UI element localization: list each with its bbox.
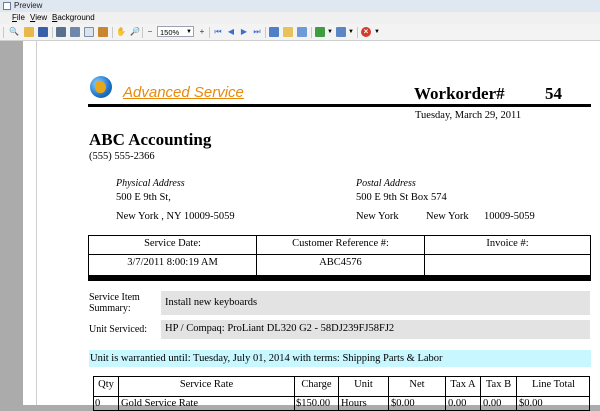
- toolbar-separator: [52, 27, 53, 38]
- window-title: Preview: [14, 1, 43, 10]
- print-icon[interactable]: [56, 27, 66, 37]
- prev-page-icon[interactable]: ◀: [227, 27, 235, 36]
- row-charge: $150.00: [296, 398, 331, 409]
- export-icon[interactable]: [315, 27, 325, 37]
- col-total-header: Line Total: [531, 379, 576, 390]
- warranty-text: Unit is warrantied until: Tuesday, July 01, 2014 with terms: Shipping Parts & Labor: [90, 353, 443, 364]
- last-page-icon[interactable]: ⏭: [253, 27, 261, 36]
- row-total: $0.00: [519, 398, 543, 409]
- physical-address-line2: New York , NY 10009-5059: [116, 211, 235, 222]
- row-net: $0.00: [391, 398, 415, 409]
- section-rule: [88, 276, 591, 281]
- zoom-out-icon[interactable]: −: [147, 27, 153, 36]
- toolbar-separator: [357, 27, 358, 38]
- postal-address-label: Postal Address: [356, 178, 416, 189]
- row-taxa: 0.00: [448, 398, 467, 409]
- customer-reference-header: Customer Reference #:: [292, 238, 389, 249]
- col-charge-header: Charge: [301, 379, 332, 390]
- menu-bar: [0, 12, 600, 24]
- company-phone: (555) 555-2366: [89, 151, 155, 162]
- invoice-header: Invoice #:: [486, 238, 529, 249]
- chevron-down-icon[interactable]: ▼: [327, 29, 333, 35]
- header-rule: [88, 104, 591, 107]
- company-name: ABC Accounting: [89, 130, 212, 149]
- summary-label-line2: Summary:: [89, 303, 131, 314]
- summary-value: Install new keyboards: [165, 297, 258, 308]
- hand-tool-icon[interactable]: ✋: [116, 27, 126, 36]
- toolbar-grip: [3, 27, 4, 38]
- send-email-icon[interactable]: [336, 27, 346, 37]
- col-unit-header: Unit: [354, 379, 373, 390]
- physical-address-label: Physical Address: [116, 178, 185, 189]
- workorder-label: Workorder#: [414, 84, 505, 103]
- col-taxa-header: Tax A: [450, 379, 476, 390]
- postal-address-line1: 500 E 9th St Box 574: [356, 192, 447, 203]
- magnifier-icon[interactable]: 🔎: [130, 27, 140, 36]
- menu-file[interactable]: File: [12, 13, 25, 22]
- page-margin-line: [36, 41, 37, 405]
- chevron-down-icon[interactable]: ▼: [348, 29, 354, 35]
- table-divider: [88, 254, 591, 255]
- app-icon: [3, 2, 11, 10]
- logo-text: Advanced Service: [123, 84, 244, 101]
- row-qty: 0: [95, 398, 101, 409]
- unit-serviced-label: Unit Serviced:: [89, 324, 148, 335]
- first-page-icon[interactable]: ⏮: [214, 27, 222, 36]
- print-setup-icon[interactable]: [70, 27, 80, 37]
- row-rate: Gold Service Rate: [121, 398, 198, 409]
- open-icon[interactable]: [24, 27, 34, 37]
- globe-logo-icon: [90, 76, 112, 98]
- col-rate-header: Service Rate: [179, 379, 234, 390]
- col-qty-header: Qty: [98, 379, 114, 390]
- summary-label-line1: Service Item: [89, 292, 140, 303]
- toolbar-separator: [142, 27, 143, 38]
- watermark-icon[interactable]: [297, 27, 307, 37]
- chevron-down-icon: ▼: [186, 29, 192, 35]
- color-icon[interactable]: [283, 27, 293, 37]
- toolbar-separator: [311, 27, 312, 38]
- col-net-header: Net: [409, 379, 425, 390]
- unit-serviced-value: HP / Compaq: ProLiant DL320 G2 - 58DJ239FJ58FJ2: [165, 323, 395, 334]
- col-taxb-header: Tax B: [485, 379, 512, 390]
- service-date-header: Service Date:: [144, 238, 201, 249]
- postal-address-state: New York: [426, 211, 469, 222]
- save-icon[interactable]: [38, 27, 48, 37]
- page-setup-icon[interactable]: [84, 27, 94, 37]
- customer-reference-value: ABC4576: [319, 257, 362, 268]
- close-preview-icon[interactable]: ×: [361, 27, 371, 37]
- postal-address-city: New York: [356, 211, 399, 222]
- row-taxb: 0.00: [483, 398, 502, 409]
- postal-address-zip: 10009-5059: [484, 211, 535, 222]
- zoom-in-icon[interactable]: +: [199, 27, 205, 36]
- report-date: Tuesday, March 29, 2011: [415, 110, 522, 121]
- toolbar: [0, 24, 600, 41]
- physical-address-line1: 500 E 9th St,: [116, 192, 171, 203]
- toolbar-separator: [265, 27, 266, 38]
- row-unit: Hours: [341, 398, 367, 409]
- toolbar-separator: [112, 27, 113, 38]
- zoom-select[interactable]: 150% ▼: [157, 26, 194, 37]
- service-date-value: 3/7/2011 8:00:19 AM: [127, 257, 218, 268]
- chevron-down-icon[interactable]: ▼: [374, 29, 380, 35]
- menu-background[interactable]: Background: [52, 13, 95, 22]
- toolbar-separator: [209, 27, 210, 38]
- multiple-pages-icon[interactable]: [269, 27, 279, 37]
- menu-view[interactable]: View: [30, 13, 48, 22]
- next-page-icon[interactable]: ▶: [240, 27, 248, 36]
- find-icon[interactable]: 🔍: [9, 27, 19, 36]
- scale-icon[interactable]: [98, 27, 108, 37]
- workorder-number: 54: [545, 84, 562, 103]
